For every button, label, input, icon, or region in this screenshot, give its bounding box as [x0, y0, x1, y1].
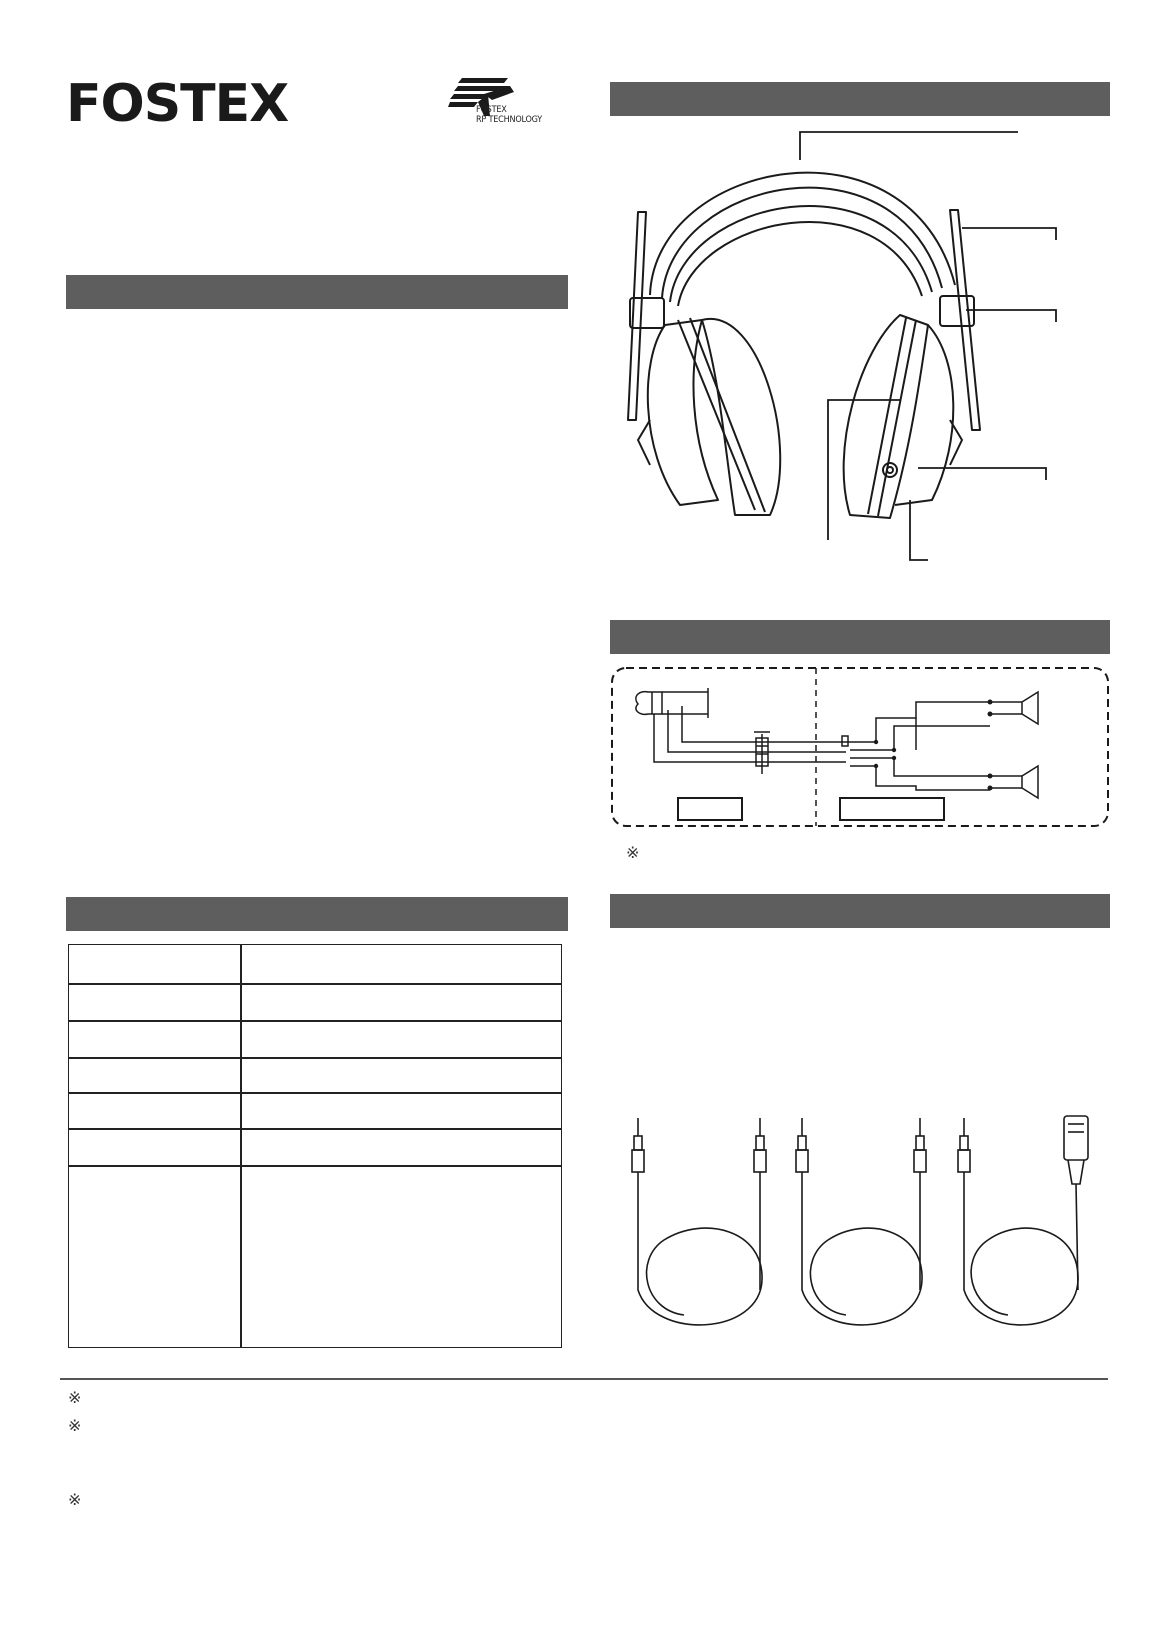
section-bar-specifications: [66, 897, 568, 931]
fostex-logo: FOSTEX: [66, 74, 289, 134]
cable-set-illustration-icon: [624, 1110, 1108, 1336]
headphones-illustration-icon: [610, 120, 1110, 570]
note-mark-1: ※: [68, 1388, 82, 1407]
wiring-diagram-icon: [610, 666, 1110, 836]
note-mark-wiring: ※: [626, 843, 640, 862]
table-row-divider: [69, 1020, 561, 1022]
section-bar-left-top: [66, 275, 568, 309]
rp-logo-line1: FOSTEX: [476, 105, 507, 115]
table-row-divider: [69, 1165, 561, 1167]
table-row-divider: [69, 1128, 561, 1130]
table-row-divider: [69, 1092, 561, 1094]
footer-divider: [60, 1378, 1108, 1380]
table-row-divider: [69, 1057, 561, 1059]
section-bar-wiring: [610, 620, 1110, 654]
table-column-divider: [240, 945, 242, 1347]
specifications-table: [68, 944, 562, 1348]
note-mark-3: ※: [68, 1490, 82, 1509]
note-mark-2: ※: [68, 1416, 82, 1435]
table-row-divider: [69, 983, 561, 985]
section-bar-part-names: [610, 82, 1110, 116]
section-bar-accessories: [610, 894, 1110, 928]
rp-logo-line2: RP TECHNOLOGY: [476, 115, 543, 125]
